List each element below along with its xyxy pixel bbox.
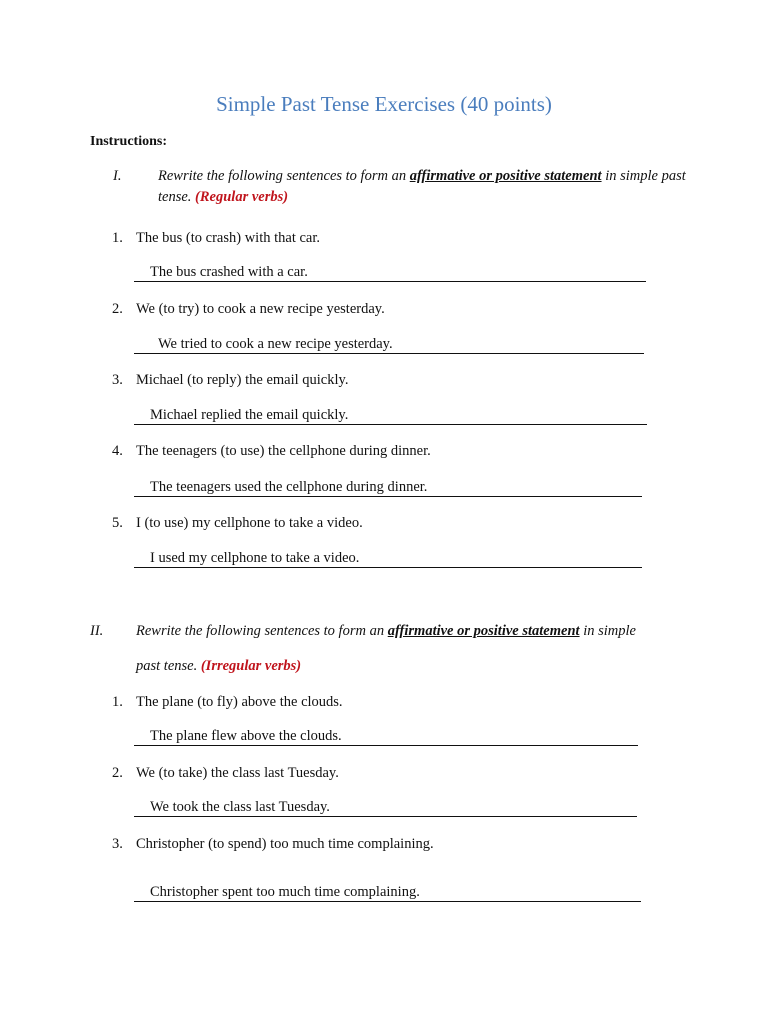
answer-1-1-line — [134, 264, 646, 282]
answer-2-2-line — [134, 799, 637, 817]
answer-1-2-line — [134, 336, 644, 354]
section-2-text-before: Rewrite the following sentences to form an — [136, 623, 388, 639]
question-2-2-text: We (to take) the class last Tuesday. — [136, 765, 339, 781]
question-2-2-number: 2. — [112, 765, 123, 781]
answer-1-1-text: The bus crashed with a car. — [150, 264, 308, 280]
question-1-5-text: I (to use) my cellphone to take a video. — [136, 515, 363, 531]
section-2-instruction-line-2 — [136, 656, 301, 677]
question-2-3-number: 3. — [112, 836, 123, 852]
answer-1-5-line — [134, 550, 642, 568]
answer-1-3-text: Michael replied the email quickly. — [150, 407, 349, 423]
question-1-3-text: Michael (to reply) the email quickly. — [136, 372, 349, 388]
section-1-numeral: I. — [113, 168, 122, 184]
question-2-3-text: Christopher (to spend) too much time complaining. — [136, 836, 434, 852]
question-1-1-number: 1. — [112, 230, 123, 246]
instructions-label: Instructions: — [90, 134, 168, 149]
question-1-4-number: 4. — [112, 443, 123, 459]
question-1-2-number: 2. — [112, 301, 123, 317]
question-1-2-text: We (to try) to cook a new recipe yesterday. — [136, 301, 385, 317]
section-2-numeral: II. — [90, 623, 104, 639]
answer-2-1-text: The plane flew above the clouds. — [150, 728, 342, 744]
answer-2-1-line — [134, 728, 638, 746]
section-1-verbs-label: (Regular verbs) — [195, 189, 289, 205]
answer-1-5-text: I used my cellphone to take a video. — [150, 550, 360, 566]
answer-1-4-text: The teenagers used the cellphone during dinner. — [150, 479, 428, 495]
section-2-text-after: in simple — [579, 623, 636, 639]
question-1-5-number: 5. — [112, 515, 123, 531]
question-2-1-text: The plane (to fly) above the clouds. — [136, 694, 343, 710]
answer-2-2-text: We took the class last Tuesday. — [150, 799, 330, 815]
section-1-instruction — [158, 166, 698, 208]
answer-1-2-text: We tried to cook a new recipe yesterday. — [158, 336, 393, 352]
section-1-keyword: affirmative or positive statement — [409, 168, 602, 184]
section-1-text-before: Rewrite the following sentences to form an — [158, 168, 410, 184]
question-1-3-number: 3. — [112, 372, 123, 388]
answer-1-3-line — [134, 407, 647, 425]
section-2-verbs-label: (Irregular verbs) — [200, 658, 302, 674]
section-2-line2-before: past tense. — [136, 658, 201, 674]
question-1-1-text: The bus (to crash) with that car. — [136, 230, 321, 246]
section-2-keyword: affirmative or positive statement — [387, 623, 580, 639]
question-1-4-text: The teenagers (to use) the cellphone during dinner. — [136, 443, 431, 459]
section-2-instruction-line-1 — [136, 621, 696, 642]
answer-1-4-line — [134, 479, 642, 497]
answer-2-3-line — [134, 884, 641, 902]
question-2-1-number: 1. — [112, 694, 123, 710]
section-1-text-after: in simple past tense. — [158, 168, 686, 205]
answer-2-3-text: Christopher spent too much time complaining. — [150, 884, 420, 900]
page-title: Simple Past Tense Exercises (40 points) — [216, 92, 552, 116]
